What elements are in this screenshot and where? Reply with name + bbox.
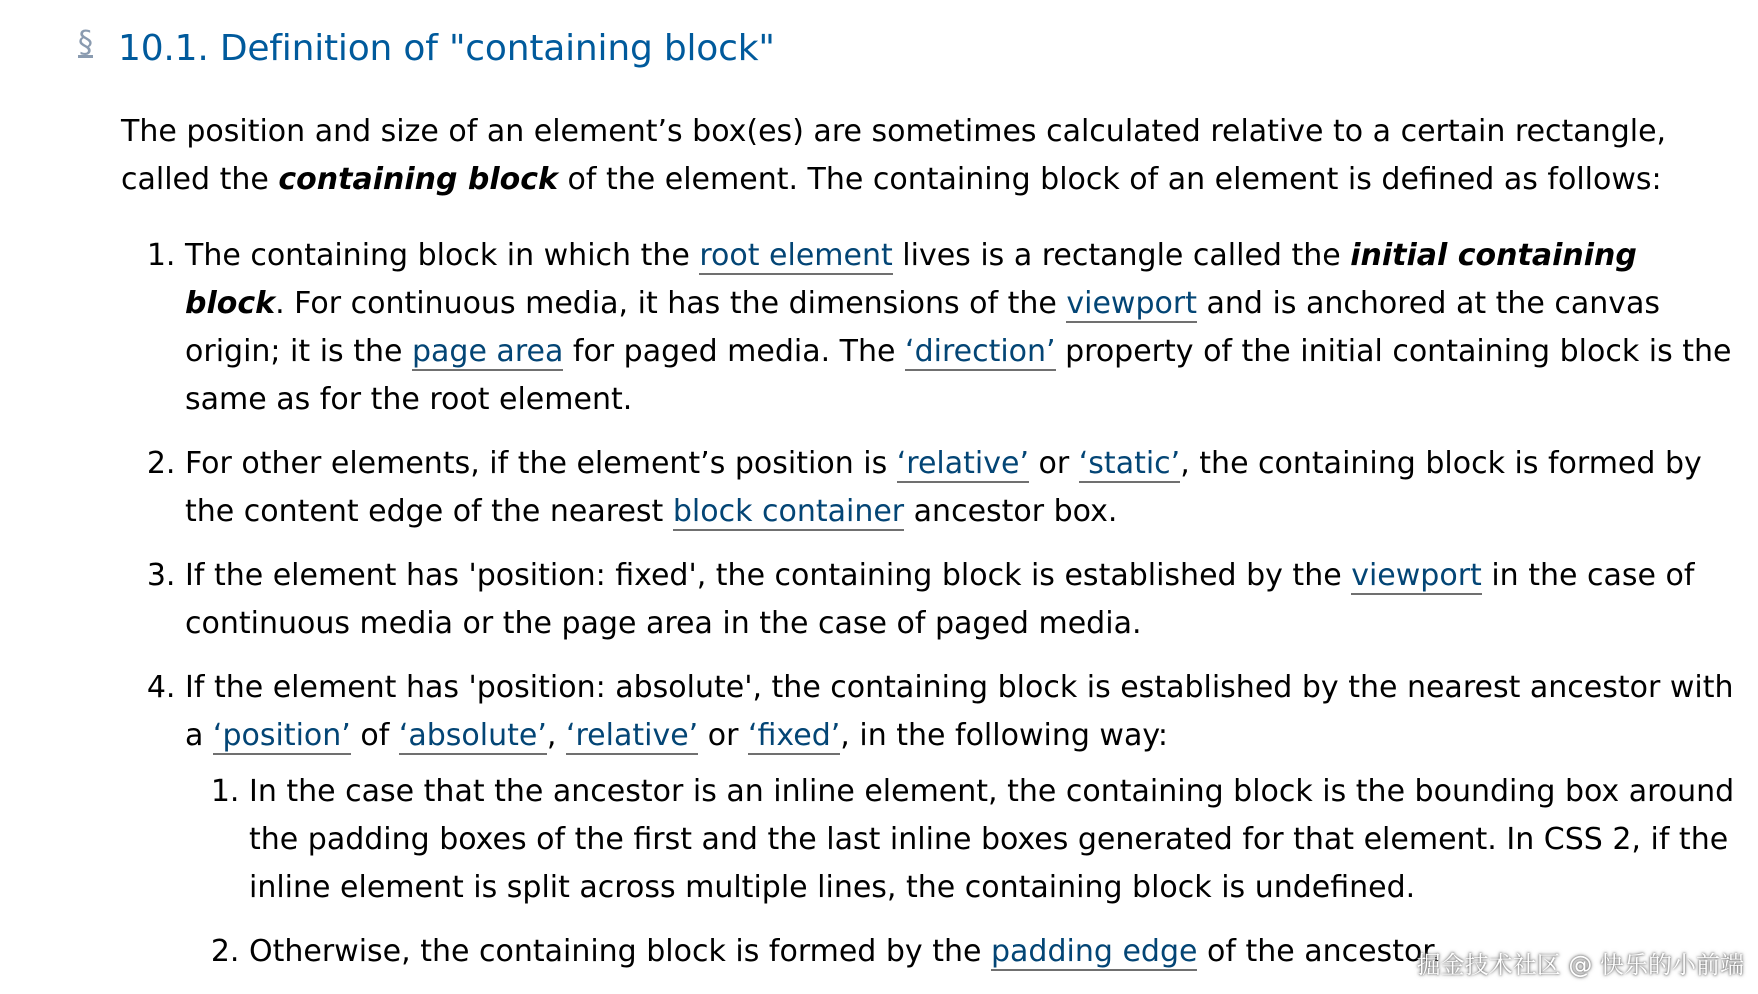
item-text: If the element has 'position: absolute', the containing block is established by the nearest ancestor with a bbox=[185, 670, 1734, 753]
link-viewport[interactable]: viewport bbox=[1066, 286, 1197, 321]
list-item-2 bbox=[185, 440, 1746, 536]
link-relative-2[interactable]: ‘relative’ bbox=[565, 718, 699, 753]
link-viewport-2[interactable]: viewport bbox=[1351, 558, 1482, 593]
link-padding-edge[interactable]: padding edge bbox=[991, 934, 1198, 969]
item-text: For other elements, if the element’s position is bbox=[185, 446, 897, 481]
link-static[interactable]: ‘static’ bbox=[1078, 446, 1181, 481]
item-text: of the ancestor. bbox=[1197, 934, 1442, 969]
item-text: for paged media. The bbox=[563, 334, 906, 369]
sub-list-item-1: 1. In the case that the ancestor is an inline element, the containing block is the bounding box around the padding boxes of the first and the last inline boxes generated for that element. In CSS 2, if the inline element is split across multiple lines, the containing block is undefined. bbox=[249, 768, 1746, 912]
link-page-area[interactable]: page area bbox=[411, 334, 564, 369]
item-text: , the containing block is formed by the content edge of the nearest bbox=[185, 446, 1702, 529]
section-title: 10.1. Definition of "containing block" bbox=[118, 27, 775, 69]
list-item-1 bbox=[185, 232, 1746, 424]
term-initial-containing-block: initial containing block bbox=[185, 238, 1637, 321]
link-position[interactable]: ‘position’ bbox=[212, 718, 351, 753]
intro-text: The position and size of an element’s box(es) are sometimes calculated relative to a certain rectangle, called the bbox=[121, 114, 1667, 197]
intro-paragraph bbox=[121, 108, 1746, 204]
item-text: The containing block in which the bbox=[185, 238, 700, 273]
intro-text-end: of the element. The containing block of an element is defined as follows: bbox=[558, 162, 1662, 197]
link-direction[interactable]: ‘direction’ bbox=[905, 334, 1056, 369]
item-text: Otherwise, the containing block is formed by the bbox=[249, 934, 991, 969]
item-text: , in the following way: bbox=[840, 718, 1169, 753]
watermark: 掘金技术社区 @ 快乐的小前端 bbox=[1416, 951, 1744, 979]
section-header bbox=[78, 18, 775, 78]
item-text: . For continuous media, it has the dimensions of the bbox=[275, 286, 1067, 321]
link-fixed[interactable]: ‘fixed’ bbox=[747, 718, 841, 753]
link-block-container[interactable]: block container bbox=[672, 494, 905, 529]
item-text: ancestor box. bbox=[904, 494, 1118, 529]
list-item-3 bbox=[185, 552, 1746, 648]
link-root-element[interactable]: root element bbox=[699, 238, 893, 273]
item-text: or bbox=[698, 718, 748, 753]
item-text: and is anchored at the canvas origin; it is the bbox=[185, 286, 1661, 369]
link-absolute[interactable]: ‘absolute’ bbox=[398, 718, 547, 753]
item-text: If the element has 'position: fixed', the containing block is established by the bbox=[185, 558, 1352, 593]
list-item-4 bbox=[185, 664, 1746, 976]
section-content bbox=[121, 108, 1746, 992]
link-relative[interactable]: ‘relative’ bbox=[896, 446, 1029, 481]
item-text: of bbox=[350, 718, 399, 753]
item-text: in the case of continuous media or the page area in the case of paged media. bbox=[185, 558, 1695, 641]
item-text: lives is a rectangle called the bbox=[892, 238, 1351, 273]
item-text: , bbox=[546, 718, 566, 753]
item-text: or bbox=[1029, 446, 1079, 481]
definition-list bbox=[121, 232, 1746, 976]
term-containing-block: containing block bbox=[278, 162, 558, 197]
section-anchor-icon[interactable]: § bbox=[78, 24, 93, 60]
item-text: property of the initial containing block is the same as for the root element. bbox=[185, 334, 1732, 417]
